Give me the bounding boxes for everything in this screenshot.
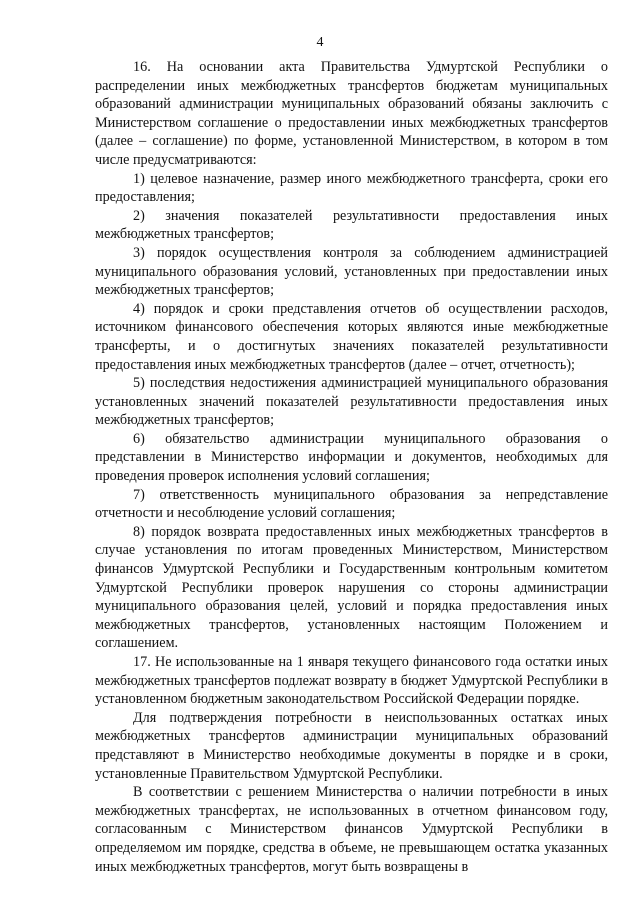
- paragraph-16-item-2: 2) значения показателей результативности предоставления иных межбюджетных трансфертов;: [95, 207, 608, 243]
- page-number: 4: [316, 35, 324, 50]
- paragraph-16-item-1: 1) целевое назначение, размер иного межбюджетного трансферта, сроки его предоставления;: [95, 170, 608, 206]
- paragraph-17-confirmation: Для подтверждения потребности в неиспользованных остатках иных межбюджетных трансфертов администрации муниципальных образований представляют в Министерство необходимые документы в порядке и в сроки, установленные Правительством Удмуртской Республики.: [95, 709, 608, 782]
- paragraph-17: 17. Не использованные на 1 января текущего финансового года остатки иных межбюджетных трансфертов подлежат возврату в бюджет Удмуртской Республики в установленном бюджетным законодательством Российской Федерации порядке.: [95, 654, 608, 708]
- document-body: [95, 58, 608, 876]
- paragraph-16: 16. На основании акта Правительства Удмуртской Республики о распределении иных межбюджетных трансфертов бюджетам муниципальных образований администрации муниципальных образований обязаны заключить с Министерством соглашение о предоставлении иных межбюджетных трансфертов (далее – соглашение) по форме, установленной Министерством, в котором в том числе предусматриваются:: [95, 59, 608, 168]
- paragraph-16-item-6: 6) обязательство администрации муниципального образования о представлении в Министерство информации и документов, необходимых для проведения проверок исполнения условий соглашения;: [95, 430, 608, 485]
- paragraph-16-item-3: 3) порядок осуществления контроля за соблюдением администрацией муниципального образования условий, установленных при предоставлении иных межбюджетных трансфертов;: [95, 244, 608, 299]
- paragraph-16-item-4: 4) порядок и сроки представления отчетов об осуществлении расходов, источником финансового обеспечения которых являются иные межбюджетные трансферты, и о достигнутых значениях показателей результативности предоставления иных межбюджетных трансфертов (далее – отчет, отчетность);: [95, 300, 608, 373]
- paragraph-16-item-7: 7) ответственность муниципального образования за непредставление отчетности и несоблюдение условий соглашения;: [95, 486, 608, 522]
- paragraph-16-item-5: 5) последствия недостижения администрацией муниципального образования установленных значений показателей результативности предоставления иных межбюджетных трансфертов;: [95, 375, 608, 429]
- paragraph-16-item-8: 8) порядок возврата предоставленных иных межбюджетных трансфертов в случае установления по итогам проведенных Министерством, Министерством финансов Удмуртской Республики и Государственным контрольным комитетом Удмуртской Республики проверок нарушения со стороны администрации муниципального образования целей, условий и порядка предоставления иных межбюджетных трансфертов, установленных настоящим Положением и соглашением.: [95, 523, 608, 652]
- paragraph-17-return: В соответствии с решением Министерства о наличии потребности в иных межбюджетных трансфертах, не использованных в отчетном финансовом году, согласованным с Министерством финансов Удмуртской Республики в определяемом им порядке, средства в объеме, не превышающем остатка указанных иных межбюджетных трансфертов, могут быть возвращены в: [95, 784, 608, 875]
